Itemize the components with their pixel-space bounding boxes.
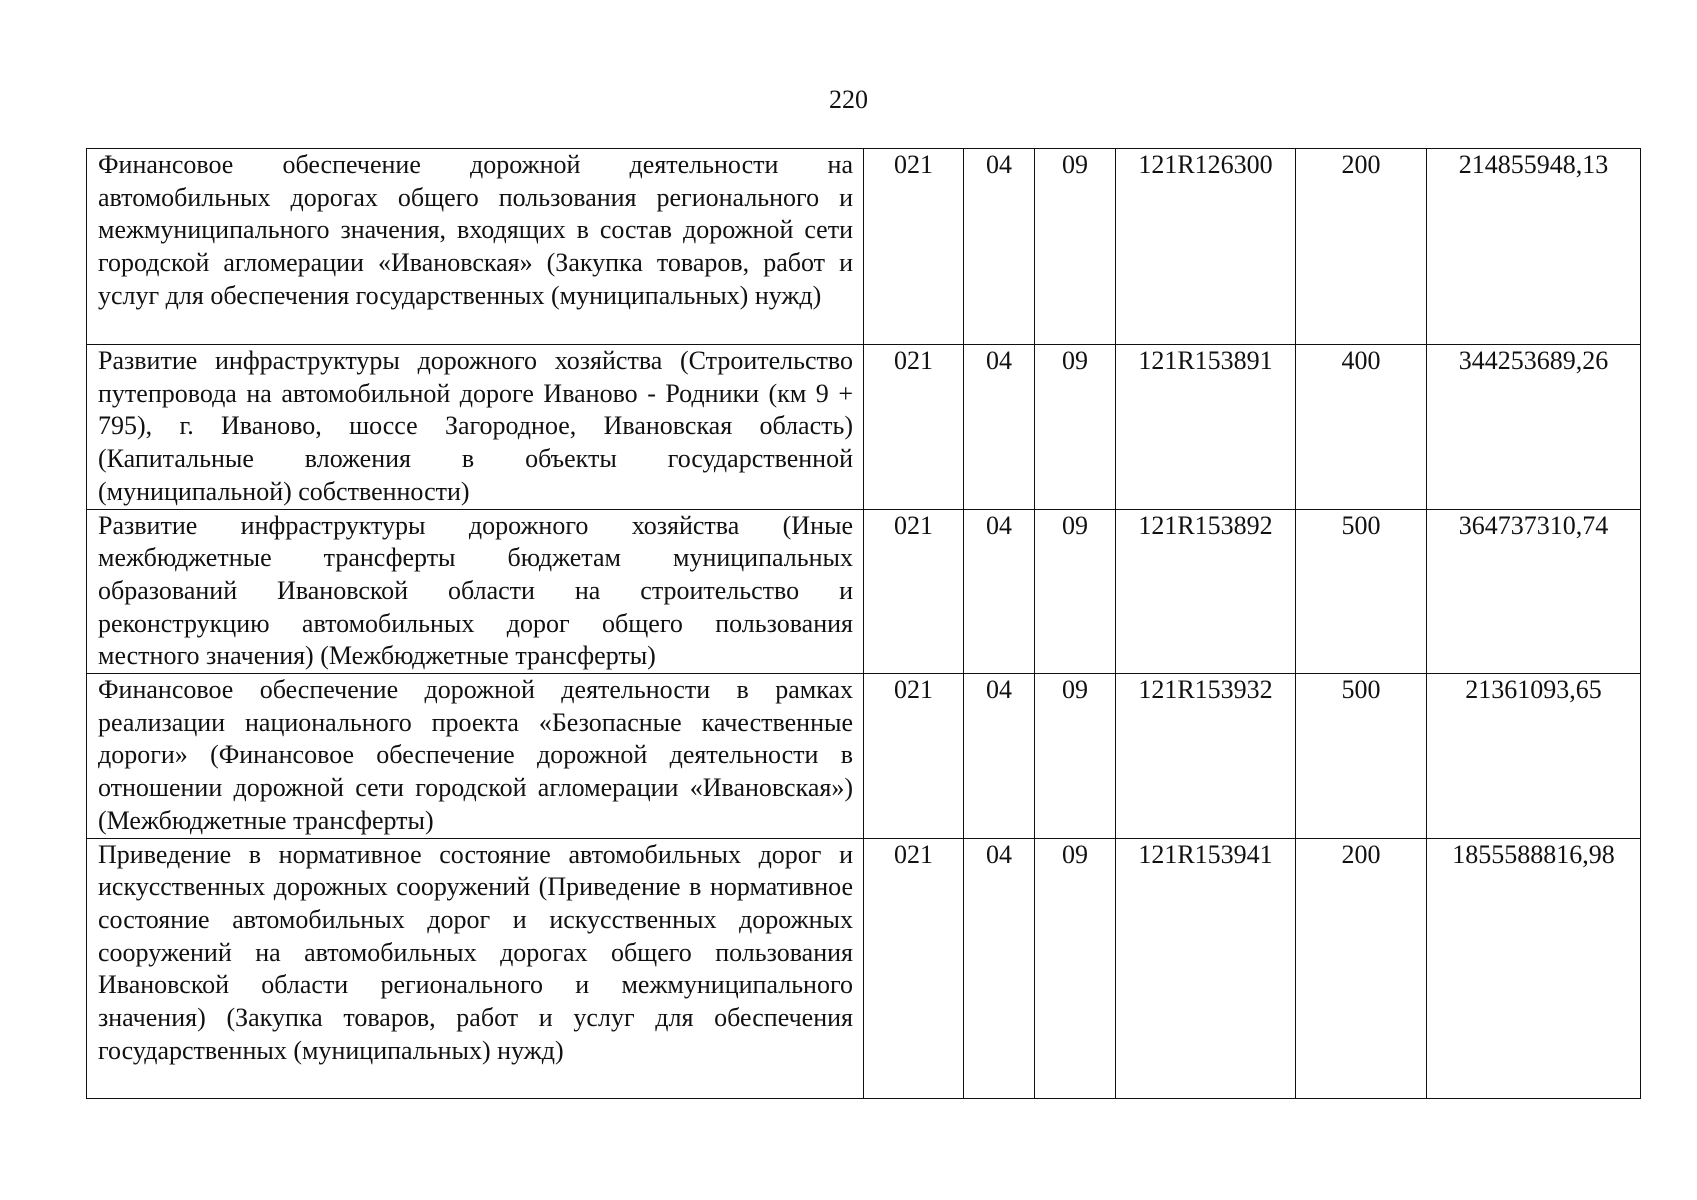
row-description: Финансовое обеспечение дорожной деятельности в рамках реализации национального проекта «Безопасные качественные дороги» (Финансовое обеспечение дорожной деятельности в отношении дорожной сети городской агломерации «Ивановская») (Межбюджетные трансферты) bbox=[87, 674, 864, 839]
expense-type-code: 500 bbox=[1296, 674, 1427, 839]
row-description: Приведение в нормативное состояние автомобильных дорог и искусственных дорожных сооружений (Приведение в нормативное состояние автомобильных дорог и искусственных дорожных сооружений на автомобильных дорогах общего пользования Ивановской области регионального и межмуниципального значения) (Закупка товаров, работ и услуг для обеспечения государственных (муниципальных) нужд) bbox=[87, 838, 864, 1098]
amount-value: 344253689,26 bbox=[1427, 345, 1641, 510]
ministry-code: 021 bbox=[864, 838, 964, 1098]
expense-type-code: 500 bbox=[1296, 509, 1427, 674]
subsection-code: 09 bbox=[1035, 838, 1116, 1098]
section-code: 04 bbox=[964, 674, 1035, 839]
table-row bbox=[87, 509, 1641, 674]
target-article-code: 121R153892 bbox=[1116, 509, 1296, 674]
expense-type-code: 200 bbox=[1296, 149, 1427, 345]
amount-value: 21361093,65 bbox=[1427, 674, 1641, 839]
page-number: 220 bbox=[829, 85, 868, 114]
table-row bbox=[87, 345, 1641, 510]
target-article-code: 121R153941 bbox=[1116, 838, 1296, 1098]
budget-table bbox=[86, 148, 1641, 1099]
amount-value: 364737310,74 bbox=[1427, 509, 1641, 674]
target-article-code: 121R126300 bbox=[1116, 149, 1296, 345]
section-code: 04 bbox=[964, 509, 1035, 674]
ministry-code: 021 bbox=[864, 509, 964, 674]
subsection-code: 09 bbox=[1035, 509, 1116, 674]
section-code: 04 bbox=[964, 345, 1035, 510]
row-description: Финансовое обеспечение дорожной деятельности на автомобильных дорогах общего пользования регионального и межмуниципального значения, входящих в состав дорожной сети городской агломерации «Ивановская» (Закупка товаров, работ и услуг для обеспечения государственных (муниципальных) нужд) bbox=[87, 149, 864, 345]
expense-type-code: 400 bbox=[1296, 345, 1427, 510]
subsection-code: 09 bbox=[1035, 149, 1116, 345]
target-article-code: 121R153932 bbox=[1116, 674, 1296, 839]
target-article-code: 121R153891 bbox=[1116, 345, 1296, 510]
amount-value: 214855948,13 bbox=[1427, 149, 1641, 345]
ministry-code: 021 bbox=[864, 149, 964, 345]
row-description: Развитие инфраструктуры дорожного хозяйства (Иные межбюджетные трансферты бюджетам муниципальных образований Ивановской области на строительство и реконструкцию автомобильных дорог общего пользования местного значения) (Межбюджетные трансферты) bbox=[87, 509, 864, 674]
section-code: 04 bbox=[964, 149, 1035, 345]
amount-value: 1855588816,98 bbox=[1427, 838, 1641, 1098]
row-description: Развитие инфраструктуры дорожного хозяйства (Строительство путепровода на автомобильной дороге Иваново - Родники (км 9 + 795), г. Иваново, шоссе Загородное, Ивановская область) (Капитальные вложения в объекты государственной (муниципальной) собственности) bbox=[87, 345, 864, 510]
ministry-code: 021 bbox=[864, 345, 964, 510]
expense-type-code: 200 bbox=[1296, 838, 1427, 1098]
ministry-code: 021 bbox=[864, 674, 964, 839]
subsection-code: 09 bbox=[1035, 674, 1116, 839]
table-row bbox=[87, 838, 1641, 1098]
subsection-code: 09 bbox=[1035, 345, 1116, 510]
section-code: 04 bbox=[964, 838, 1035, 1098]
table-row bbox=[87, 674, 1641, 839]
table-row bbox=[87, 149, 1641, 345]
